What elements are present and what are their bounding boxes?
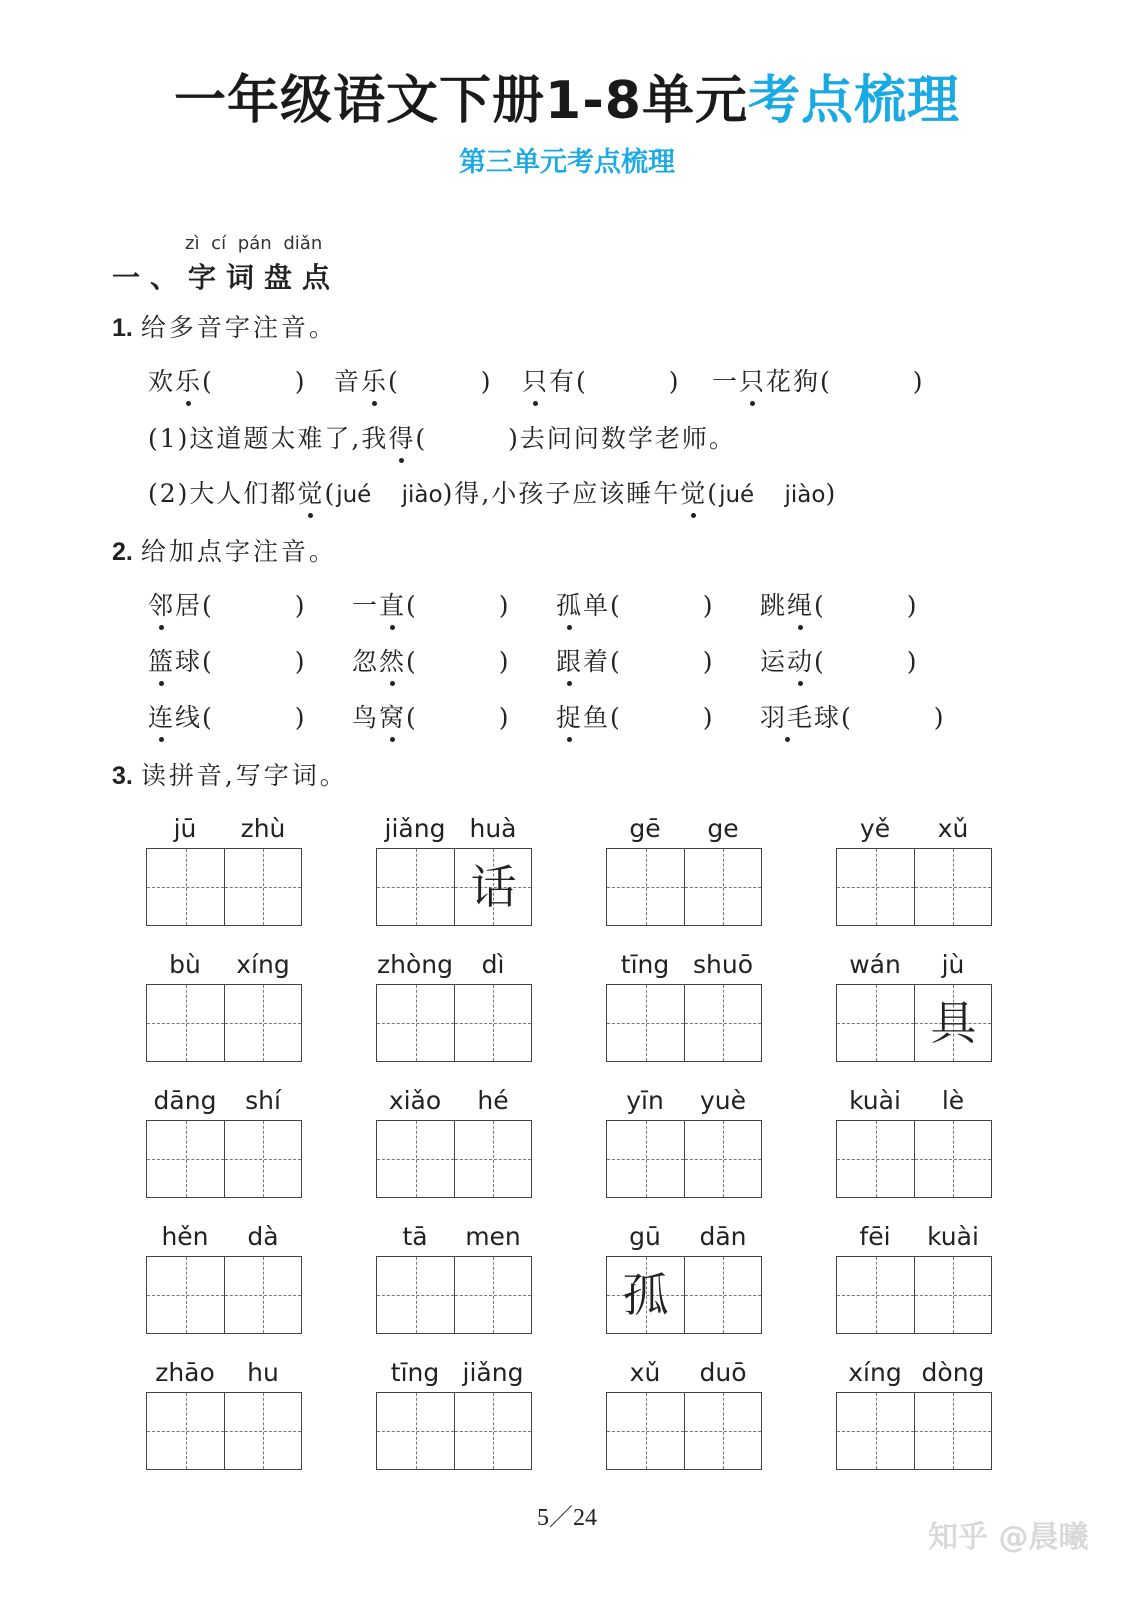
word-pinyin xyxy=(146,1086,302,1120)
syllable: dì xyxy=(481,950,505,979)
pinyin-word-item xyxy=(836,814,992,924)
word-pinyin xyxy=(146,1358,302,1392)
answer-blank[interactable]: ( ) xyxy=(406,647,511,676)
sample-character xyxy=(225,1121,302,1197)
pinyin-word-item xyxy=(376,950,532,1060)
sample-character xyxy=(225,1393,302,1469)
sentence-text: (2)大人们都 xyxy=(148,479,298,508)
pinyin-word-item xyxy=(146,950,302,1060)
writing-box[interactable] xyxy=(454,1121,531,1197)
writing-grid xyxy=(606,1120,762,1198)
pinyin-word-item xyxy=(146,1358,302,1468)
sample-character xyxy=(147,985,224,1061)
sample-character: 孤 xyxy=(622,1268,669,1322)
pinyin-word-item xyxy=(836,1358,992,1468)
question-number: 2. xyxy=(112,538,133,566)
sentence-text: )得,小孩子应该睡午 xyxy=(442,479,681,508)
dotted-word-item xyxy=(760,642,919,678)
word-pinyin xyxy=(376,1086,532,1120)
word-pinyin xyxy=(606,814,762,848)
writing-box[interactable] xyxy=(684,985,761,1061)
syllable: dà xyxy=(247,1222,279,1251)
writing-box[interactable] xyxy=(607,849,684,925)
pinyin-word-item xyxy=(836,950,992,1060)
writing-box[interactable] xyxy=(607,1257,684,1333)
title-main: 一年级语文下册1-8单元 xyxy=(174,71,748,131)
pinyin-choice[interactable]: jué jiào xyxy=(719,482,826,508)
sample-character xyxy=(607,1121,684,1197)
char: 运 xyxy=(760,647,788,676)
answer-blank[interactable]: ( ) xyxy=(820,367,925,396)
syllable: dān xyxy=(699,1222,747,1251)
writing-box[interactable] xyxy=(224,1257,301,1333)
sentence-1 xyxy=(148,419,736,455)
sentence-text: ( )去问问数学老师。 xyxy=(415,424,736,453)
sample-character xyxy=(607,1393,684,1469)
writing-box[interactable] xyxy=(454,985,531,1061)
pinyin-word-item xyxy=(376,1086,532,1196)
word-pinyin xyxy=(836,814,992,848)
writing-box[interactable] xyxy=(224,985,301,1061)
writing-box[interactable] xyxy=(377,1257,454,1333)
sample-character xyxy=(377,1121,454,1197)
dotted-word-item xyxy=(148,586,307,622)
dotted-char: 连 xyxy=(148,698,175,734)
pinyin-word-item xyxy=(376,1222,532,1332)
sample-character xyxy=(377,849,454,925)
answer-blank[interactable]: ( ) xyxy=(388,367,493,396)
dotted-char: 直 xyxy=(379,586,406,622)
syllable: xíng xyxy=(848,1358,902,1387)
answer-blank[interactable]: ( ) xyxy=(202,647,307,676)
sample-character xyxy=(225,1257,302,1333)
writing-box[interactable] xyxy=(147,1257,224,1333)
answer-blank[interactable]: ( ) xyxy=(406,591,511,620)
sentence-text: ( xyxy=(324,479,337,508)
writing-box[interactable] xyxy=(914,849,991,925)
word-pinyin xyxy=(146,1222,302,1256)
pinyin-word-item xyxy=(606,814,762,924)
writing-box[interactable] xyxy=(377,849,454,925)
char: 音 xyxy=(334,367,362,396)
syllable: hé xyxy=(477,1086,509,1115)
char: 跳 xyxy=(760,591,788,620)
word-pinyin xyxy=(376,1358,532,1392)
writing-grid xyxy=(376,848,532,926)
dotted-char: 窝 xyxy=(379,698,406,734)
dotted-char: 孤 xyxy=(556,586,583,622)
syllable: men xyxy=(465,1222,521,1251)
writing-grid xyxy=(376,1120,532,1198)
answer-blank[interactable]: ( ) xyxy=(610,703,715,732)
syllable: dāng xyxy=(153,1086,217,1115)
writing-box[interactable] xyxy=(684,849,761,925)
writing-box[interactable] xyxy=(607,985,684,1061)
answer-blank[interactable]: ( ) xyxy=(841,703,946,732)
writing-grid xyxy=(606,984,762,1062)
question-text: 给多音字注音。 xyxy=(140,313,337,342)
sentence-text: ) xyxy=(825,479,838,508)
pinyin-word-item xyxy=(606,1086,762,1196)
sample-character xyxy=(455,1121,532,1197)
sample-character xyxy=(455,985,532,1061)
section-title: 一、字词盘点 xyxy=(112,261,341,294)
question-1-title xyxy=(112,308,337,344)
writing-grid xyxy=(836,1256,992,1334)
writing-box[interactable] xyxy=(147,985,224,1061)
page-title xyxy=(0,58,1134,133)
syllable: dòng xyxy=(921,1358,985,1387)
writing-box[interactable] xyxy=(837,1121,914,1197)
writing-grid xyxy=(836,1120,992,1198)
sample-character xyxy=(225,849,302,925)
word-pinyin xyxy=(836,1086,992,1120)
syllable: tīng xyxy=(390,1358,440,1387)
answer-blank[interactable]: ( ) xyxy=(202,367,307,396)
syllable: jū xyxy=(173,814,197,843)
writing-box[interactable] xyxy=(147,849,224,925)
syllable: duō xyxy=(699,1358,747,1387)
sentence-2 xyxy=(148,474,837,510)
question-number: 1. xyxy=(112,314,133,342)
writing-box[interactable] xyxy=(684,1121,761,1197)
writing-box[interactable] xyxy=(454,849,531,925)
pinyin-word-item xyxy=(606,1358,762,1468)
pinyin-word-item xyxy=(146,814,302,924)
syllable: yě xyxy=(859,814,891,843)
writing-box[interactable] xyxy=(607,1393,684,1469)
syllable: gū xyxy=(629,1222,661,1251)
writing-box[interactable] xyxy=(377,1121,454,1197)
sample-character xyxy=(685,985,762,1061)
sample-character: 话 xyxy=(470,860,517,914)
dotted-word-item xyxy=(760,698,946,734)
question-number: 3. xyxy=(112,762,133,790)
syllable: kuài xyxy=(849,1086,901,1115)
sample-character xyxy=(915,849,992,925)
pinyin-word-item xyxy=(376,814,532,924)
sample-character xyxy=(147,1393,224,1469)
question-3-title xyxy=(112,756,348,792)
dotted-char: 邻 xyxy=(148,586,175,622)
syllable: bù xyxy=(169,950,201,979)
dotted-char: 只 xyxy=(522,362,549,398)
word-pinyin xyxy=(146,814,302,848)
writing-box[interactable] xyxy=(454,1393,531,1469)
polyphone-item xyxy=(522,362,681,398)
word-pinyin xyxy=(836,950,992,984)
syllable: xiǎo xyxy=(388,1086,442,1115)
dotted-word-item xyxy=(148,642,307,678)
section-pinyin: zì cí pán diǎn xyxy=(185,233,323,254)
word-pinyin xyxy=(376,814,532,848)
writing-grid xyxy=(606,1256,762,1334)
syllable: xǔ xyxy=(937,814,969,843)
char: 单 xyxy=(583,591,611,620)
char: 有 xyxy=(549,367,577,396)
sample-character xyxy=(455,1393,532,1469)
writing-grid xyxy=(836,848,992,926)
pinyin-word-item xyxy=(146,1086,302,1196)
char: 鱼 xyxy=(583,703,611,732)
pinyin-word-item xyxy=(606,950,762,1060)
writing-grid xyxy=(146,1392,302,1470)
polyphone-item xyxy=(148,362,307,398)
dotted-char: 只 xyxy=(739,362,766,398)
sample-character xyxy=(837,849,914,925)
syllable: zhù xyxy=(240,814,286,843)
char: 一 xyxy=(352,591,380,620)
dotted-char: 觉 xyxy=(297,474,324,510)
sample-character xyxy=(147,1121,224,1197)
sentence-text: (1)这道题太难了,我 xyxy=(148,424,389,453)
writing-box[interactable] xyxy=(684,1393,761,1469)
sample-character xyxy=(455,1257,532,1333)
answer-blank[interactable]: ( ) xyxy=(814,591,919,620)
writing-box[interactable] xyxy=(147,1393,224,1469)
sample-character xyxy=(837,985,914,1061)
answer-blank[interactable]: ( ) xyxy=(576,367,681,396)
word-pinyin xyxy=(836,1222,992,1256)
word-pinyin xyxy=(606,1358,762,1392)
writing-grid xyxy=(146,984,302,1062)
sentence-text: ( xyxy=(707,479,720,508)
char: 花狗 xyxy=(766,367,821,396)
answer-blank[interactable]: ( ) xyxy=(610,647,715,676)
syllable: hu xyxy=(247,1358,279,1387)
writing-grid xyxy=(836,1392,992,1470)
watermark: 知乎 @晨曦 xyxy=(928,1520,1089,1555)
writing-box[interactable] xyxy=(224,1121,301,1197)
writing-grid xyxy=(376,1392,532,1470)
char: 居 xyxy=(175,591,203,620)
sample-character xyxy=(377,1257,454,1333)
char: 忽 xyxy=(352,647,380,676)
dotted-char: 乐 xyxy=(361,362,388,398)
sample-character xyxy=(377,1393,454,1469)
dotted-char: 乐 xyxy=(175,362,202,398)
dotted-char: 动 xyxy=(787,642,814,678)
polyphone-item xyxy=(712,362,925,398)
sample-character xyxy=(915,1121,992,1197)
pinyin-word-item xyxy=(376,1358,532,1468)
dotted-word-item xyxy=(352,586,511,622)
dotted-word-item xyxy=(760,586,919,622)
sample-character xyxy=(147,849,224,925)
writing-grid xyxy=(146,848,302,926)
sample-character xyxy=(685,1257,762,1333)
answer-blank[interactable]: ( ) xyxy=(610,591,715,620)
sample-character: 具 xyxy=(930,996,977,1050)
title-highlight: 考点梳理 xyxy=(747,71,960,131)
writing-box[interactable] xyxy=(684,1257,761,1333)
dotted-word-item xyxy=(556,698,715,734)
writing-box[interactable] xyxy=(224,849,301,925)
syllable: zhāo xyxy=(155,1358,215,1387)
sample-character xyxy=(685,1121,762,1197)
syllable: zhòng xyxy=(377,950,453,979)
char: 线 xyxy=(175,703,203,732)
dotted-word-item xyxy=(556,642,715,678)
sample-character xyxy=(147,1257,224,1333)
syllable: fēi xyxy=(859,1222,891,1251)
pinyin-word-item xyxy=(146,1222,302,1332)
writing-box[interactable] xyxy=(377,985,454,1061)
writing-grid xyxy=(146,1256,302,1334)
writing-box[interactable] xyxy=(607,1121,684,1197)
char: 球 xyxy=(175,647,203,676)
sample-character xyxy=(915,1257,992,1333)
syllable: yuè xyxy=(699,1086,747,1115)
char: 欢 xyxy=(148,367,176,396)
syllable: jiǎng xyxy=(462,1358,524,1387)
sample-character xyxy=(915,1393,992,1469)
writing-box[interactable] xyxy=(914,1121,991,1197)
dotted-word-item xyxy=(148,698,307,734)
writing-box[interactable] xyxy=(377,1393,454,1469)
sample-character xyxy=(377,985,454,1061)
syllable: yīn xyxy=(626,1086,664,1115)
syllable: tīng xyxy=(620,950,670,979)
writing-box[interactable] xyxy=(837,849,914,925)
syllable: hěn xyxy=(161,1222,209,1251)
writing-grid xyxy=(836,984,992,1062)
dotted-char: 跟 xyxy=(556,642,583,678)
writing-box[interactable] xyxy=(914,985,991,1061)
writing-grid xyxy=(376,984,532,1062)
dotted-word-item xyxy=(352,698,511,734)
answer-blank[interactable]: ( ) xyxy=(814,647,919,676)
char: 一 xyxy=(712,367,740,396)
dotted-char: 捉 xyxy=(556,698,583,734)
pinyin-choice[interactable]: jué jiào xyxy=(336,482,443,508)
word-pinyin xyxy=(836,1358,992,1392)
syllable: huà xyxy=(469,814,517,843)
word-pinyin xyxy=(146,950,302,984)
answer-blank[interactable]: ( ) xyxy=(202,703,307,732)
char: 球 xyxy=(814,703,842,732)
writing-grid xyxy=(376,1256,532,1334)
writing-box[interactable] xyxy=(224,1393,301,1469)
writing-box[interactable] xyxy=(147,1121,224,1197)
dotted-word-item xyxy=(556,586,715,622)
sample-character xyxy=(225,985,302,1061)
question-text: 读拼音,写字词。 xyxy=(140,761,348,790)
sample-character xyxy=(837,1121,914,1197)
writing-box[interactable] xyxy=(454,1257,531,1333)
syllable: gē xyxy=(629,814,661,843)
char: 鸟 xyxy=(352,703,380,732)
sample-character xyxy=(837,1257,914,1333)
syllable: shí xyxy=(245,1086,281,1115)
word-pinyin xyxy=(376,950,532,984)
answer-blank[interactable]: ( ) xyxy=(406,703,511,732)
answer-blank[interactable]: ( ) xyxy=(202,591,307,620)
sample-character xyxy=(607,849,684,925)
syllable: jù xyxy=(941,950,965,979)
dotted-word-item xyxy=(352,642,511,678)
sample-character xyxy=(837,1393,914,1469)
syllable: kuài xyxy=(927,1222,979,1251)
dotted-char: 得 xyxy=(388,419,415,455)
sample-character xyxy=(685,1393,762,1469)
dotted-char: 篮 xyxy=(148,642,175,678)
syllable: tā xyxy=(402,1222,428,1251)
question-2-title xyxy=(112,532,337,568)
dotted-char: 羽毛 xyxy=(760,698,814,734)
writing-box[interactable] xyxy=(837,1257,914,1333)
writing-box[interactable] xyxy=(914,1393,991,1469)
syllable: lè xyxy=(941,1086,965,1115)
word-pinyin xyxy=(376,1222,532,1256)
word-pinyin xyxy=(606,1222,762,1256)
syllable: ge xyxy=(707,814,739,843)
word-pinyin xyxy=(606,1086,762,1120)
syllable: xǔ xyxy=(629,1358,661,1387)
writing-box[interactable] xyxy=(837,985,914,1061)
page-number: 5／24 xyxy=(537,1505,597,1531)
syllable: wán xyxy=(849,950,901,979)
pinyin-word-item xyxy=(836,1222,992,1332)
syllable: xíng xyxy=(236,950,290,979)
writing-grid xyxy=(606,1392,762,1470)
polyphone-item xyxy=(334,362,493,398)
syllable: shuō xyxy=(692,950,753,979)
dotted-char: 绳 xyxy=(787,586,814,622)
writing-box[interactable] xyxy=(837,1393,914,1469)
pinyin-word-item xyxy=(606,1222,762,1332)
writing-grid xyxy=(606,848,762,926)
syllable: jiǎng xyxy=(384,814,446,843)
dotted-char: 然 xyxy=(379,642,406,678)
pinyin-word-item xyxy=(836,1086,992,1196)
dotted-char: 觉 xyxy=(680,474,707,510)
sample-character xyxy=(685,849,762,925)
char: 着 xyxy=(583,647,611,676)
word-pinyin xyxy=(606,950,762,984)
sample-character xyxy=(607,985,684,1061)
page-subtitle: 第三单元考点梳理 xyxy=(459,147,675,178)
writing-box[interactable] xyxy=(914,1257,991,1333)
writing-grid xyxy=(146,1120,302,1198)
question-text: 给加点字注音。 xyxy=(140,537,337,566)
